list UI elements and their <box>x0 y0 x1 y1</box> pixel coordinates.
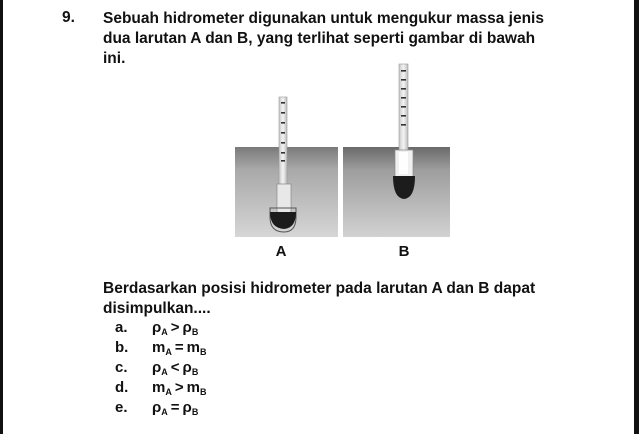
hydrometer-illustration <box>232 62 454 262</box>
stem-line: Sebuah hidrometer digunakan untuk mengukur massa jenis <box>103 10 544 27</box>
hydrometer-figure <box>232 62 454 262</box>
right-border <box>634 0 639 434</box>
option-letter: b. <box>115 339 129 356</box>
option-letter: a. <box>115 319 128 336</box>
option-expression: $\rho_A < \rho_B$ <box>152 359 199 377</box>
stem-line: ini. <box>103 50 126 67</box>
left-border <box>0 0 3 434</box>
question-number: 9. <box>62 9 75 26</box>
option-expression: $m_A = m_B$ <box>152 339 207 357</box>
hydrometer-b <box>393 64 415 199</box>
option-letter: c. <box>115 359 128 376</box>
option-letter: e. <box>115 399 128 416</box>
label-a: A <box>275 243 287 260</box>
option-expression: $m_A > m_B$ <box>152 379 207 397</box>
prompt-line: disimpulkan.... <box>103 300 211 317</box>
stem-line: dua larutan A dan B, yang terlihat seperti gambar di bawah <box>103 30 536 47</box>
label-b: B <box>398 243 410 260</box>
question-prompt <box>103 279 603 319</box>
question-stem <box>103 9 593 69</box>
prompt-line: Berdasarkan posisi hidrometer pada larutan A dan B dapat <box>103 280 536 297</box>
option-expression: $\rho_A = \rho_B$ <box>152 399 199 417</box>
option-letter: d. <box>115 379 129 396</box>
option-expression: $\rho_A > \rho_B$ <box>152 319 199 337</box>
